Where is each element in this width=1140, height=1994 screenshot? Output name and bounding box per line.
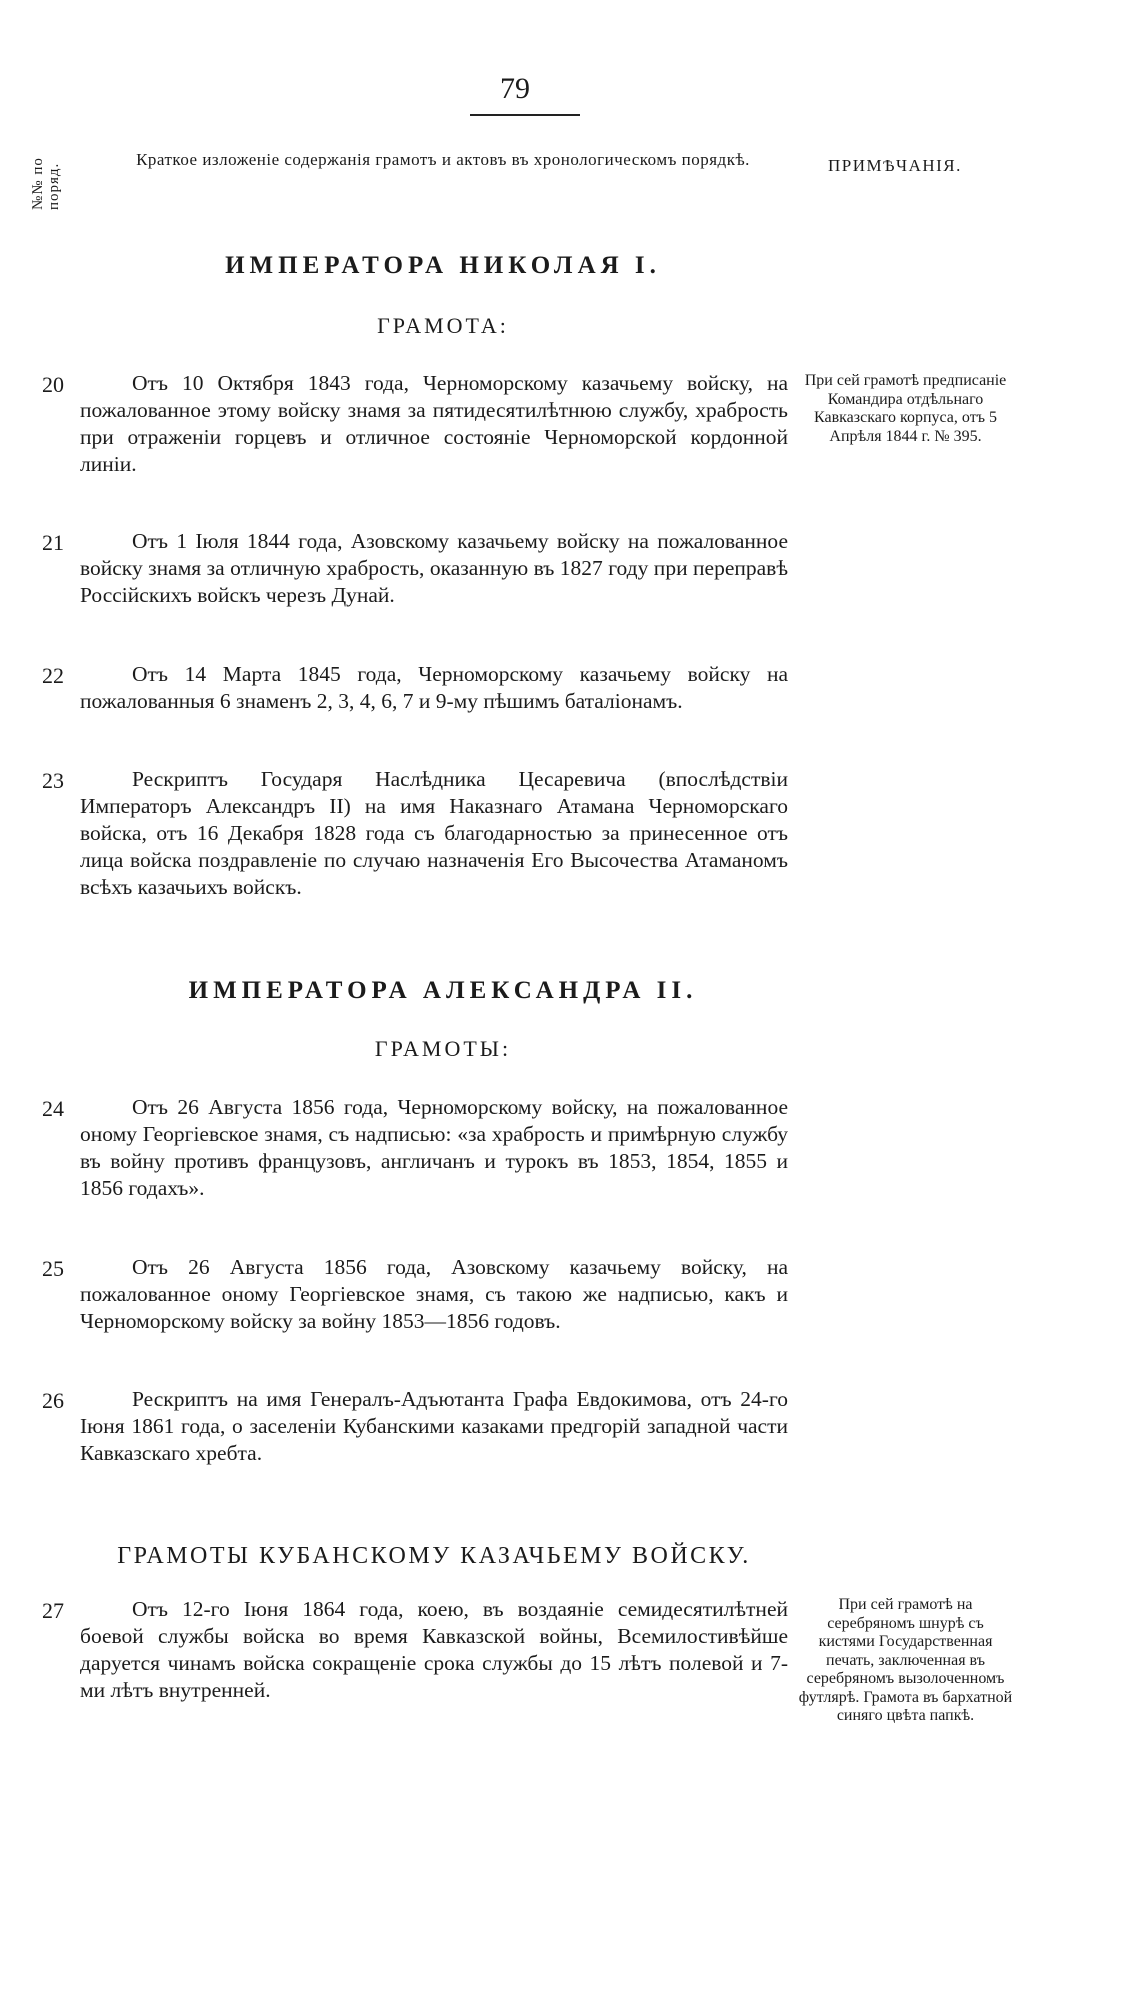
page-number-rule (470, 114, 580, 116)
entry-number: 26 (42, 1388, 64, 1413)
page-bottom-margin (0, 1880, 1140, 1990)
entry-text: Отъ 10 Октября 1843 года, Черноморскому казачьему войску, на пожалованное этому войску знамя за пятидесятилѣтнюю службу, храбрость при отраженіи горцевъ и отличное состояніе Черноморской кордонной линіи. (80, 371, 788, 476)
entry-text: Рескриптъ на имя Генералъ-Адъютанта Графа Евдокимова, отъ 24-го Іюня 1861 года, о заселеніи Кубанскими казаками предгорій западной части Кавказскаго хребта. (80, 1387, 788, 1465)
column-header-notes: ПРИМѢЧАНІЯ. (828, 156, 962, 175)
entry-text: Отъ 26 Августа 1856 года, Черноморскому войску, на пожалованное оному Георгіевское знамя, съ надписью: «за храбрость и примѣрную службу въ войну противъ французовъ, англичанъ и турокъ въ 1853, 1854, 1855 и 1856 годахъ». (80, 1095, 788, 1200)
margin-note: При сей грамотѣ на серебряномъ шнурѣ съ кистями Государственная печать, заключенная въ серебряномъ вызолоченномъ футлярѣ. Грамота въ бархатной синяго цвѣта папкѣ. (798, 1596, 1013, 1724)
column-label-number: №№ по поряд. (30, 157, 62, 210)
entry-number: 27 (42, 1598, 64, 1623)
entry-number: 22 (42, 663, 64, 688)
entry-number: 24 (42, 1096, 64, 1121)
margin-note: При сей грамотѣ предписаніе Командира отдѣльнаго Кавказскаго корпуса, отъ 5 Апрѣля 1844 г. № 395. (804, 372, 1007, 445)
column-header-description: Краткое изложеніе содержанія грамотъ и актовъ въ хронологическомъ порядкѣ. (136, 150, 750, 169)
section-subheading: ГРАМОТЫ: (374, 1036, 512, 1061)
entry-number: 20 (42, 372, 64, 397)
entry-text: Отъ 14 Марта 1845 года, Черноморскому казачьему войску на пожалованныя 6 знаменъ 2, 3, 4, 6, 7 и 9-му пѣшимъ баталіонамъ. (80, 662, 788, 713)
section-subheading: ГРАМОТА: (377, 313, 509, 338)
section-title: ИМПЕРАТОРА АЛЕКСАНДРА II. (188, 977, 698, 1004)
entry-text: Отъ 12-го Іюня 1864 года, коею, въ воздаяніе семидесятилѣтней боевой службы войска во время Кавказской войны, Всемилостивѣйше даруется чинамъ войска сокращеніе срока службы до 15 лѣтъ полевой и 7-ми лѣтъ внутренней. (80, 1597, 788, 1702)
entry-text: Отъ 1 Іюля 1844 года, Азовскому казачьему войску на пожалованное войску знамя за отличную храбрость, оказанную въ 1827 году при переправѣ Россійскихъ войскъ черезъ Дунай. (80, 529, 788, 607)
section-title: ИМПЕРАТОРА НИКОЛАЯ I. (225, 252, 661, 279)
entry-text: Рескриптъ Государя Наслѣдника Цесаревича (впослѣдствіи Императоръ Александръ II) на имя Наказнаго Атамана Черноморскаго войска, отъ 16 Декабря 1828 года съ благодарностью за принесенное отъ лица войска поздравленіе по случаю назначенія Его Высочества Атаманомъ всѣхъ казачьихъ войскъ. (80, 767, 788, 899)
entry-number: 25 (42, 1256, 64, 1281)
entry-text: Отъ 26 Августа 1856 года, Азовскому казачьему войску, на пожалованное оному Георгіевское знамя, съ такою же надписью, какъ и Черноморскому войску за войну 1853—1856 годовъ. (80, 1255, 788, 1333)
page-number: 79 (500, 72, 530, 105)
entry-number: 21 (42, 530, 64, 555)
entry-number: 23 (42, 768, 64, 793)
section-title: ГРАМОТЫ КУБАНСКОМУ КАЗАЧЬЕМУ ВОЙСКУ. (117, 1543, 751, 1569)
